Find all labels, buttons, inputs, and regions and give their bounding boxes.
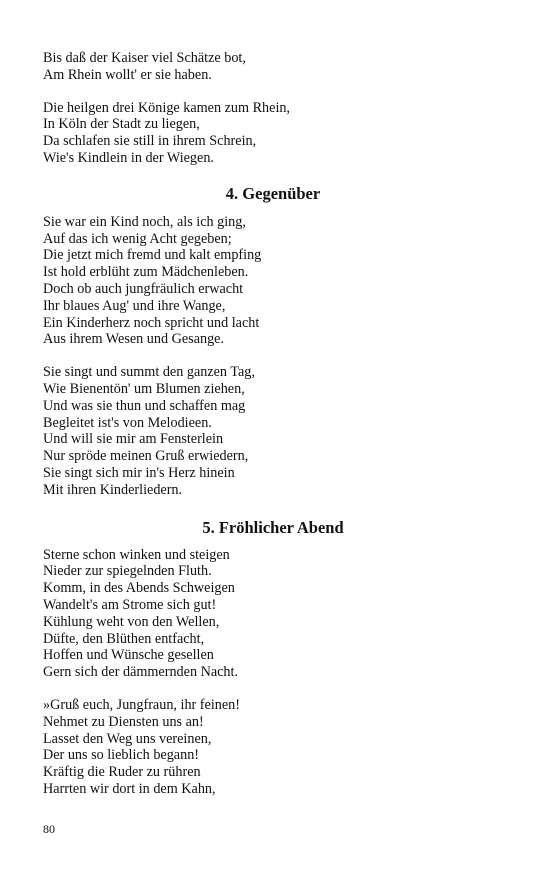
verse-line: Wie's Kindlein in der Wiegen. [43,149,214,166]
verse-line: In Köln der Stadt zu liegen, [43,116,200,133]
verse-line: Auf das ich wenig Acht gegeben; [43,230,232,247]
verse-line: »Gruß euch, Jungfraun, ihr feinen! [43,696,240,713]
verse-line: Harrten wir dort in dem Kahn, [43,780,216,797]
verse-line: Begleitet ist's von Melodieen. [43,414,212,431]
verse-line: Ihr blaues Aug' und ihre Wange, [43,297,226,314]
verse-line: Lasset den Weg uns vereinen, [43,730,212,747]
verse-line: Ist hold erblüht zum Mädchenleben. [43,264,249,281]
verse-line: Da schlafen sie still in ihrem Schrein, [43,133,257,150]
verse-line: Sterne schon winken und steigen [43,546,230,563]
verse-line: Am Rhein wollt' er sie haben. [43,66,212,83]
verse-line: Nieder zur spiegelnden Fluth. [43,563,212,580]
verse-line: Nur spröde meinen Gruß erwiedern, [43,448,249,465]
verse-line: Wie Bienentön' um Blumen ziehen, [43,380,245,397]
page-number: 80 [43,822,55,836]
verse-line: Und will sie mir am Fensterlein [43,431,224,448]
verse-line: Wandelt's am Strome sich gut! [43,596,217,613]
verse-line: Sie singt und summt den ganzen Tag, [43,364,255,381]
page-content [43,50,503,798]
poem-title-froehlicher-abend: 5. Fröhlicher Abend [202,517,344,537]
verse-line: Düfte, den Blüthen entfacht, [43,630,205,647]
verse-line: Die heilgen drei Könige kamen zum Rhein, [43,99,291,116]
verse-line: Und was sie thun und schaffen mag [43,397,246,414]
verse-line: Sie singt sich mir in's Herz hinein [43,464,235,481]
stanza-poem5-2 [43,697,503,798]
verse-line: Mit ihren Kinderliedern. [43,481,183,498]
verse-line: Hoffen und Wünsche gesellen [43,647,214,664]
verse-line: Der uns so lieblich begann! [43,747,200,764]
stanza-prev-2 [43,100,503,167]
verse-line: Sie war ein Kind noch, als ich ging, [43,213,246,230]
stanza-poem4-1 [43,214,503,348]
stanza-poem5-1 [43,547,503,681]
verse-line: Kühlung weht von den Wellen, [43,613,220,630]
verse-line: Bis daß der Kaiser viel Schätze bot, [43,50,246,66]
stanza-prev-1 [43,50,503,84]
verse-line: Kräftig die Ruder zu rühren [43,764,201,781]
verse-line: Nehmet zu Diensten uns an! [43,713,204,730]
verse-line: Ein Kinderherz noch spricht und lacht [43,314,260,331]
poem-title-gegenueber: 4. Gegenüber [225,183,321,203]
verse-line: Aus ihrem Wesen und Gesange. [43,331,225,348]
verse-line: Gern sich der dämmernden Nacht. [43,664,239,681]
verse-line: Doch ob auch jungfräulich erwacht [43,280,244,297]
stanza-poem4-2 [43,364,503,498]
verse-line: Komm, in des Abends Schweigen [43,580,235,597]
verse-line: Die jetzt mich fremd und kalt empfing [43,247,262,264]
